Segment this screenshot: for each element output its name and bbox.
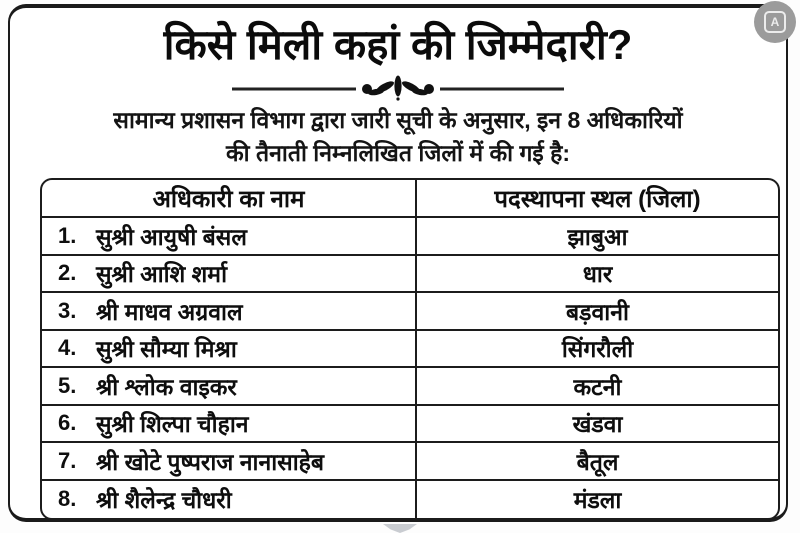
officer-cell [42,368,417,404]
row-number: 1. [58,222,77,248]
header-officer-name: अधिकारी का नाम [42,180,417,216]
district-cell [417,331,778,367]
district-name: खंडवा [572,411,623,438]
row-number: 3. [58,297,77,323]
cut-ornament-icon [383,524,417,533]
officer-name: सुश्री आयुषी बंसल [96,223,247,250]
table-header-row [42,180,778,218]
officer-name: श्री शैलेन्द्र चौधरी [96,487,232,514]
officer-name: सुश्री सौम्या मिश्रा [96,336,237,363]
district-name: बैतूल [576,448,619,475]
officer-cell [42,331,417,367]
row-number: 4. [58,335,77,361]
table-row [42,368,778,406]
subtitle-line-1: सामान्य प्रशासन विभाग द्वारा जारी सूची के अनुसार, इन 8 अधिकारियों [113,107,683,133]
table-row [42,481,778,519]
row-number: 2. [58,260,77,286]
officer-cell [42,256,417,292]
officer-cell [42,443,417,479]
table-row [42,256,778,294]
row-number: 7. [58,447,77,473]
table-row [42,443,778,481]
a-badge-letter: A [764,11,786,33]
row-number: 5. [58,372,77,398]
table-row [42,406,778,444]
row-number: 8. [58,486,77,512]
officer-cell [42,406,417,442]
table-row [42,293,778,331]
district-name: मंडला [573,487,622,514]
row-number: 6. [58,410,77,436]
subtitle [10,104,786,170]
officer-cell [42,481,417,519]
officer-name: श्री खोटे पुष्पराज नानासाहेब [96,448,325,475]
district-name: धार [582,261,613,288]
officer-cell [42,293,417,329]
district-cell [417,293,778,329]
subtitle-line-2: की तैनाती निम्नलिखित जिलों में की गई है: [226,140,570,166]
district-cell [417,256,778,292]
page-title: किसे मिली कहां की जिम्मेदारी? [163,21,633,68]
infographic-card [8,4,788,522]
district-cell [417,443,778,479]
a-badge-watermark-icon [754,1,796,43]
district-cell [417,406,778,442]
district-name: सिंगरौली [561,336,634,363]
officer-name: सुश्री आशि शर्मा [96,261,228,288]
header-posting-place: पदस्थापना स्थल (जिला) [494,185,701,213]
table-row [42,218,778,256]
district-name: बड़वानी [566,298,629,325]
district-name: झाबुआ [567,223,628,250]
district-cell [417,218,778,254]
district-cell [417,481,778,519]
district-name: कटनी [573,373,622,400]
officers-table [40,178,780,520]
officer-name: श्री श्लोक वाइकर [96,373,237,400]
district-cell [417,368,778,404]
officer-cell [42,218,417,254]
officer-name: श्री माधव अग्रवाल [96,298,243,325]
table-row [42,331,778,369]
officer-name: सुश्री शिल्पा चौहान [96,411,249,438]
fleuron-divider-icon [10,74,786,102]
